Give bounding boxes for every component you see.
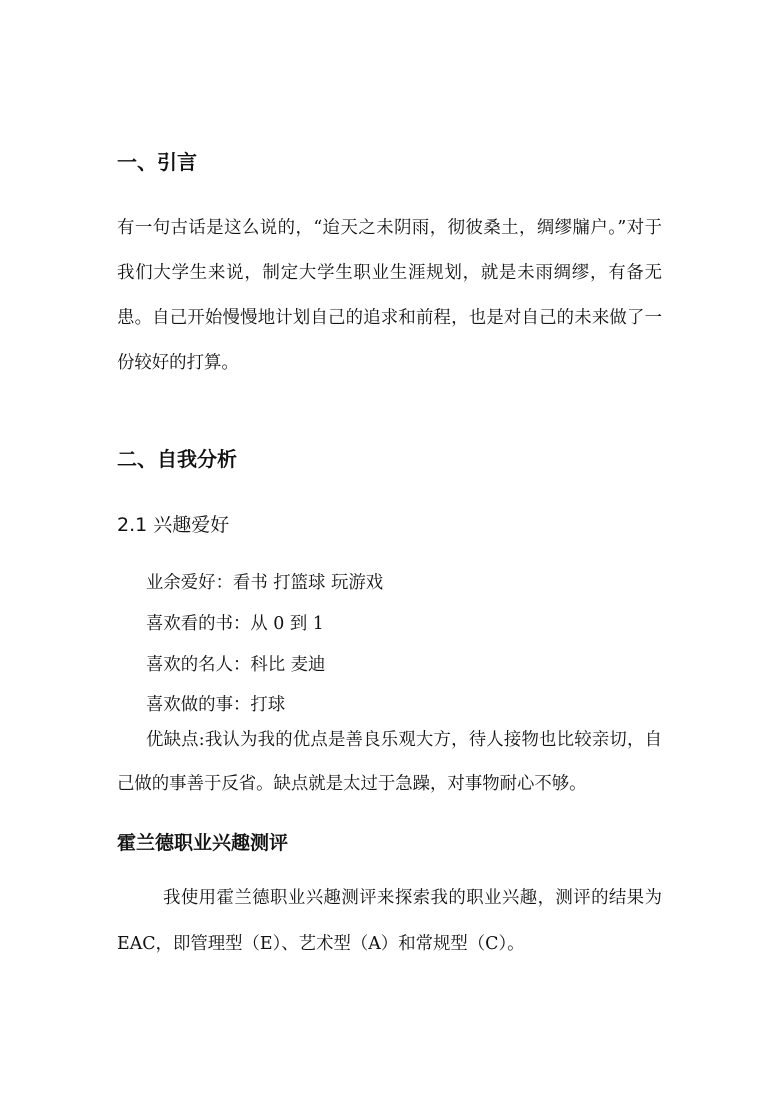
holland-paragraph: 我使用霍兰德职业兴趣测评来探索我的职业兴趣，测评的结果为 EAC，即管理型（E）、艺术型（A）和常规型（C）。 [117, 888, 662, 954]
activities-line: 喜欢做的事：打球 [146, 695, 286, 715]
subsection-heading-interests: 2.1 兴趣爱好 [117, 514, 230, 536]
intro-paragraph: 有一句古话是这么说的，“迨天之未阴雨，彻彼桑土，绸缪牖户。”对于我们大学生来说，制定大学生职业生涯规划，就是未雨绸缪，有备无患。自己开始慢慢地计划自己的追求和前程，也是对自己的未来做了一份较好的打算。 [117, 218, 662, 373]
subsection-heading-holland: 霍兰德职业兴趣测评 [117, 832, 289, 854]
section-heading-self-analysis: 二、自我分析 [117, 447, 237, 471]
section-heading-intro: 一、引言 [117, 150, 197, 174]
books-line: 喜欢看的书：从 0 到 1 [146, 614, 324, 634]
celebrities-line: 喜欢的名人：科比 麦迪 [146, 655, 326, 675]
pros-cons-paragraph: 优缺点:我认为我的优点是善良乐观大方，待人接物也比较亲切，自己做的事善于反省。缺点就是太过于急躁，对事物耐心不够。 [117, 730, 662, 794]
hobbies-line: 业余爱好：看书 打篮球 玩游戏 [146, 573, 384, 593]
